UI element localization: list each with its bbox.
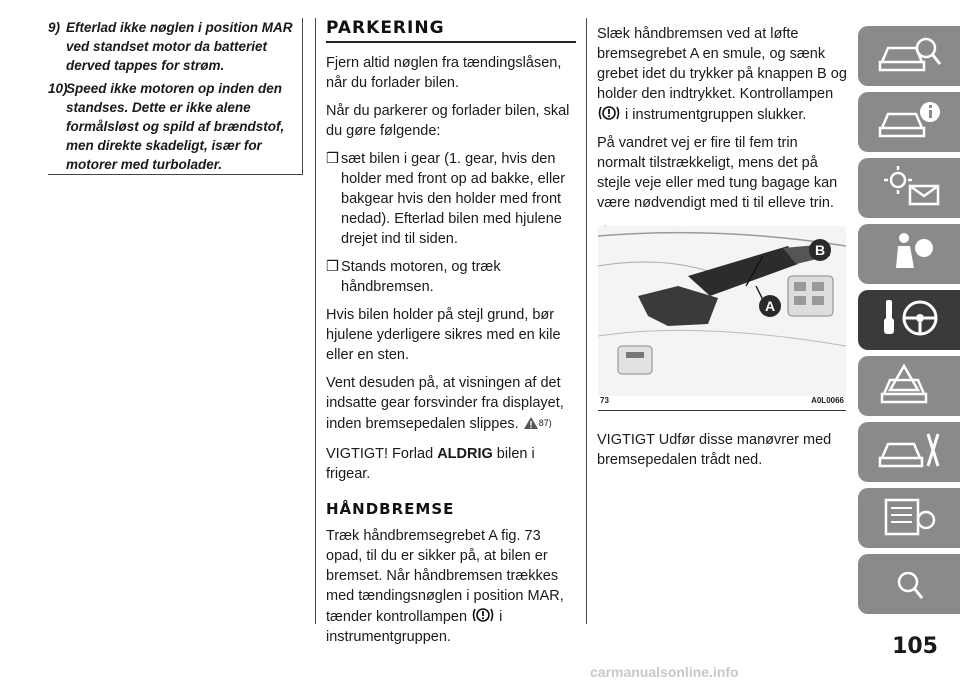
- label-a-circle: [759, 295, 781, 317]
- page-number: 105: [892, 634, 938, 659]
- paragraph: Fjern altid nøglen fra tændingslåsen, når du forlader bilen.: [326, 55, 562, 91]
- middle-column: [326, 18, 576, 655]
- note-10: 10) Speed ikke motoren op inden den standses. Dette er ikke alene formålsløst og spild af brændstof, men direkte skadeligt, især for motorer med turbolader.: [48, 81, 285, 172]
- figure-number: 73: [600, 396, 609, 405]
- paragraph: VIGTIGT! Forlad ALDRIG bilen i frigear.: [326, 446, 535, 482]
- haandbremse-heading: HÅNDBREMSE: [326, 500, 455, 518]
- car-search-icon: [874, 32, 944, 81]
- list-item: ❒ Stands motoren, og træk håndbremsen.: [326, 259, 501, 295]
- tab-car-warning[interactable]: [858, 356, 960, 416]
- column-divider: [315, 18, 316, 624]
- right-column: [597, 18, 847, 252]
- svg-text:B: B: [814, 242, 826, 258]
- parkering-heading: PARKERING: [326, 18, 576, 43]
- tab-dashboard-lights[interactable]: [858, 158, 960, 218]
- paragraph: Når du parkerer og forlader bilen, skal du gøre følgende:: [326, 103, 570, 139]
- figure-code: A0L0066: [811, 396, 844, 405]
- chapter-sidebar: [858, 26, 960, 620]
- tab-alphabetical-index[interactable]: [858, 554, 960, 614]
- svg-text:A: A: [764, 298, 776, 314]
- car-tools-icon: [874, 428, 944, 477]
- alphabetical-index-icon: [874, 560, 944, 609]
- footer-watermark: carmanualsonline.info: [590, 664, 739, 680]
- tab-car-search[interactable]: [858, 26, 960, 86]
- brake-warning-lamp-icon: [597, 104, 621, 122]
- handbrake-figure: [598, 226, 846, 411]
- paragraph: VIGTIGT Udfør disse manøvrer med bremsepedalen trådt ned.: [597, 432, 832, 468]
- notes-box: [48, 18, 303, 175]
- technical-data-icon: [874, 494, 944, 543]
- dashboard-lights-icon: [874, 164, 944, 213]
- label-b-circle: [809, 239, 831, 261]
- checkbox-bullet-icon: ❒: [326, 151, 339, 167]
- tab-technical-data[interactable]: [858, 488, 960, 548]
- tab-airbag[interactable]: [858, 224, 960, 284]
- checkbox-bullet-icon: ❒: [326, 259, 339, 275]
- warning-triangle-icon: [523, 416, 539, 436]
- paragraph: På vandret vej er fire til fem trin normalt tilstrækkeligt, mens det på stejle veje eller med tung bagage kan være nødvendigt med ti til elleve trin.: [597, 135, 838, 211]
- paragraph: Træk håndbremsegrebet A fig. 73 opad, til du er sikker på, at bilen er bremset. Når håndbremsen trækkes med tændingsnøglen i position MAR, tænder kontrollampen i instrumentgruppen.: [326, 528, 564, 645]
- paragraph: Hvis bilen holder på stejl grund, bør hjulene yderligere sikres med en kile eller en sten.: [326, 307, 561, 363]
- note-9: 9) Efterlad ikke nøglen i position MAR ved standset motor da batteriet derved tappes for strøm.: [48, 20, 293, 73]
- column-divider: [586, 18, 587, 624]
- car-info-icon: [874, 98, 944, 147]
- list-item: ❒ sæt bilen i gear (1. gear, hvis den holder med front op ad bakke, eller bakgear hvis den holder med front nedad). Efterlad bilen med hjulene drejet ind til siden.: [326, 151, 566, 247]
- warning-ref: 87): [538, 418, 552, 428]
- paragraph: Slæk håndbremsen ved at løfte bremsegrebet A en smule, og sænk grebet idet du trykker på knappen B og holder den indtrykket. Kontrollampen i instrumentgruppen slukker.: [597, 26, 847, 123]
- tab-steering-wheel-key[interactable]: [858, 290, 960, 350]
- airbag-icon: [874, 230, 944, 279]
- handbrake-illustration: [598, 226, 846, 396]
- paragraph: Vent desuden på, at visningen af det indsatte gear forsvinder fra displayet, inden bremsepedalen slippes. $^{87)}$: [326, 373, 576, 436]
- tab-car-tools[interactable]: [858, 422, 960, 482]
- car-warning-icon: [874, 362, 944, 411]
- tab-car-info[interactable]: [858, 92, 960, 152]
- brake-warning-lamp-icon: [471, 606, 495, 624]
- steering-wheel-key-icon: [874, 296, 944, 345]
